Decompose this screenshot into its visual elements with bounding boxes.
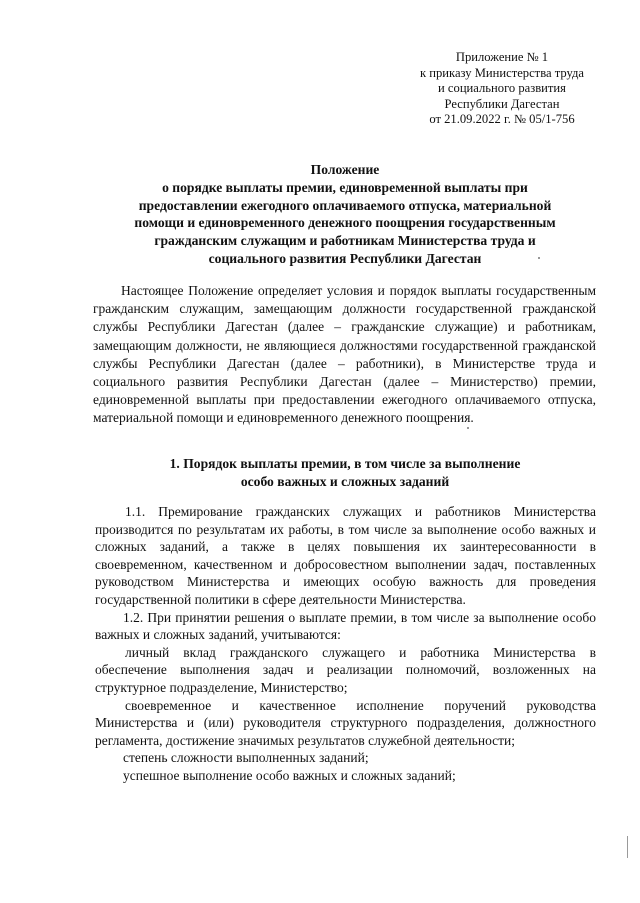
paragraph-1-1: 1.1. Премирование гражданских служащих и работников Министерства производится по результатам их работы, в том числе за выполнение особо важных и сложных заданий, а также в целях повышения их заинтересованности в своевременном, качественном и добросовестном выполнении задач, поставленных руководством Министерства и имеющих особую важность для проведения государственной политики в сфере деятельности Министерства. (95, 504, 596, 607)
intro-paragraph: Настоящее Положение определяет условия и порядок выплаты государственным гражданским служащим, замещающим должности государственной гражданской службы Республики Дагестан (далее – гражданские служащие) и работникам, замещающим должности, не являющиеся должностями государственной гражданской службы Республики Дагестан (далее – работники), в Министерстве труда и социального развития Республики Дагестан (далее – Министерство) премии, единовременной выплаты при предоставлении ежегодного оплачиваемого отпуска, материальной помощи и единовременного денежного поощрения. (93, 283, 596, 426)
title-line: о порядке выплаты премии, единовременной выплаты при (162, 179, 528, 195)
appendix-line: от 21.09.2022 г. № 05/1-756 (429, 112, 575, 127)
paragraph-1-2: 1.2. При принятии решения о выплате премии, в том числе за выполнение особо важных и сложных заданий, учитываются: (95, 609, 596, 643)
criteria-item: личный вклад гражданского служащего и работника Министерства в обеспечение выполнения задач и реализации полномочий, возложенных на структурное подразделение, Министерство; (95, 644, 596, 695)
section-heading-line: 1. Порядок выплаты премии, в том числе за выполнение (169, 456, 521, 471)
section-1-body (95, 503, 596, 785)
intro-section (93, 282, 596, 428)
criteria-item: степень сложности выполненных заданий; (123, 750, 369, 766)
appendix-line: Республики Дагестан (444, 96, 560, 111)
criteria-item: успешное выполнение особо важных и сложных заданий; (123, 767, 456, 783)
scan-speck (467, 427, 469, 429)
title-line: гражданским служащим и работникам Министерства труда и (154, 233, 536, 249)
scan-mark (627, 836, 628, 858)
appendix-line: Приложение № 1 (455, 50, 549, 64)
scan-speck (538, 257, 540, 259)
criteria-item: своевременное и качественное исполнение поручений руководства Министерства и (или) руководителя структурного подразделения, должностного регламента, достижение значимых результатов служебной деятельности; (95, 697, 596, 748)
appendix-line: и социального развития (438, 81, 566, 96)
title-line: Положение (310, 162, 380, 177)
title-line: помощи и единовременного денежного поощрения государственным (134, 215, 556, 231)
document-title (90, 161, 600, 268)
appendix-reference (392, 50, 612, 128)
title-line: социального развития Республики Дагестан (208, 250, 482, 266)
appendix-line: к приказу Министерства труда (419, 65, 584, 80)
title-line: предоставлении ежегодного оплачиваемого отпуска, материальной (138, 197, 552, 213)
section-1-heading (90, 455, 600, 491)
section-heading-line: особо важных и сложных заданий (240, 474, 450, 489)
